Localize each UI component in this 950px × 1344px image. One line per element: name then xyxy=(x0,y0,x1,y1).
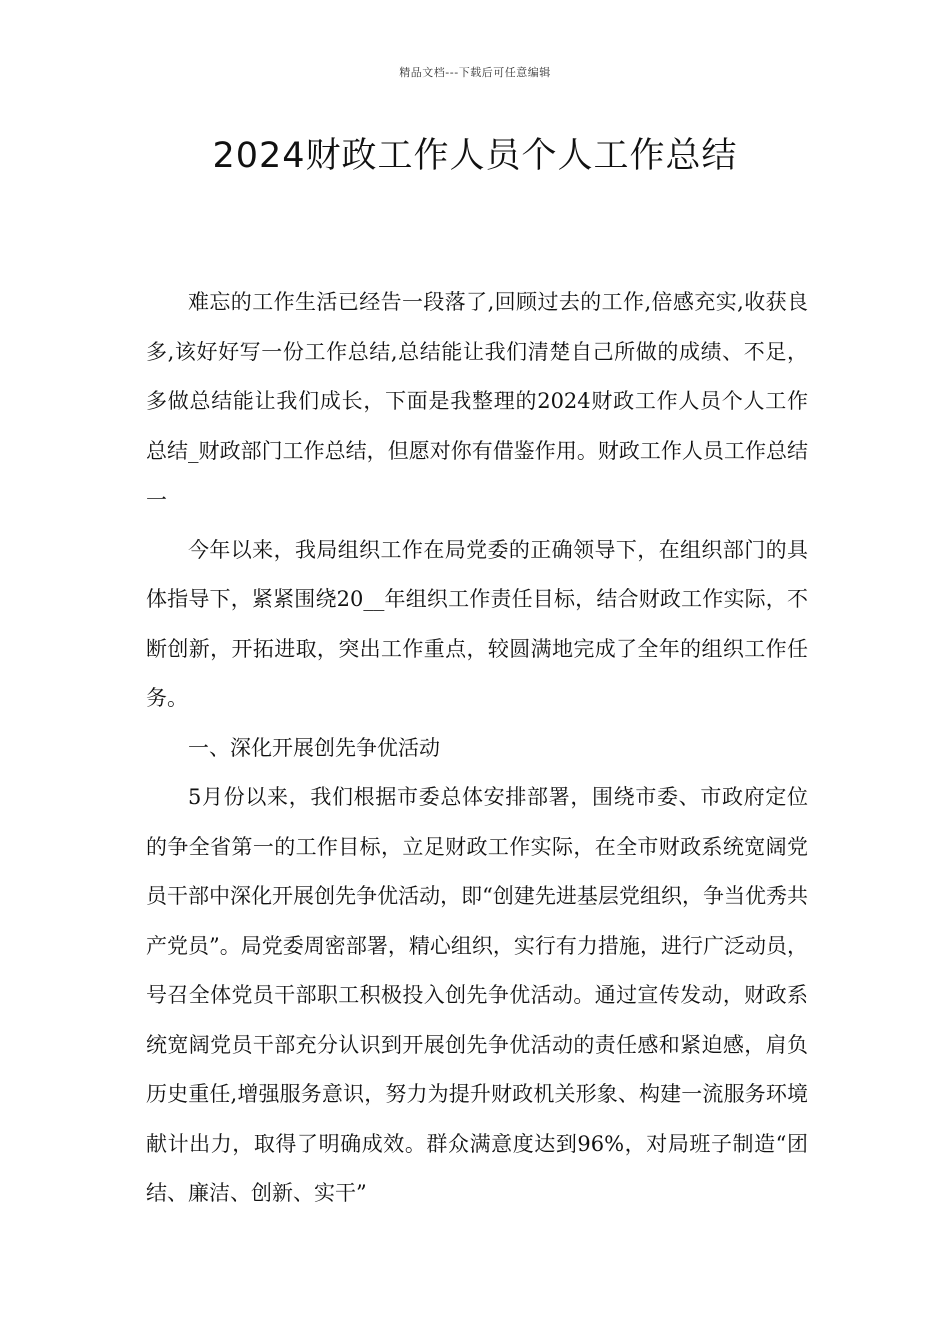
header-note: 精品文档---下载后可任意编辑 xyxy=(399,66,551,79)
paragraph-section-1: 5月份以来，我们根据市委总体安排部署，围绕市委、市政府定位的争全省第一的工作目标，立足财政工作实际，在全市财政系统宽阔党员干部中深化开展创先争优活动，即“创建先进基层党组织，争当优秀共产党员”。局党委周密部署，精心组织，实行有力措施，进行广泛动员，号召全体党员干部职工积极投入创先争优活动。通过宣传发动，财政系统宽阔党员干部充分认识到开展创先争优活动的责任感和紧迫感，肩负历史重任,增强服务意识，努力为提升财政机关形象、构建一流服务环境献计出力，取得了明确成效。群众满意度达到96%，对局班子制造“团结、廉洁、创新、实干” xyxy=(146,785,808,1205)
section-heading-1: 一、深化开展创先争优活动 xyxy=(188,735,440,760)
document-body xyxy=(146,278,808,1219)
paragraph-intro: 难忘的工作生活已经告一段落了,回顾过去的工作,倍感充实,收获良多,该好好写一份工作总结,总结能让我们清楚自己所做的成绩、不足，多做总结能让我们成长，下面是我整理的2024财政工作人员个人工作总结_财政部门工作总结，但愿对你有借鉴作用。财政工作人员工作总结一 xyxy=(146,290,808,512)
document-title: 2024财政工作人员个人工作总结 xyxy=(212,136,738,176)
paragraph-overview: 今年以来，我局组织工作在局党委的正确领导下，在组织部门的具体指导下，紧紧围绕20__年组织工作责任目标，结合财政工作实际，不断创新，开拓进取，突出工作重点，较圆满地完成了全年的组织工作任务。 xyxy=(146,537,808,710)
